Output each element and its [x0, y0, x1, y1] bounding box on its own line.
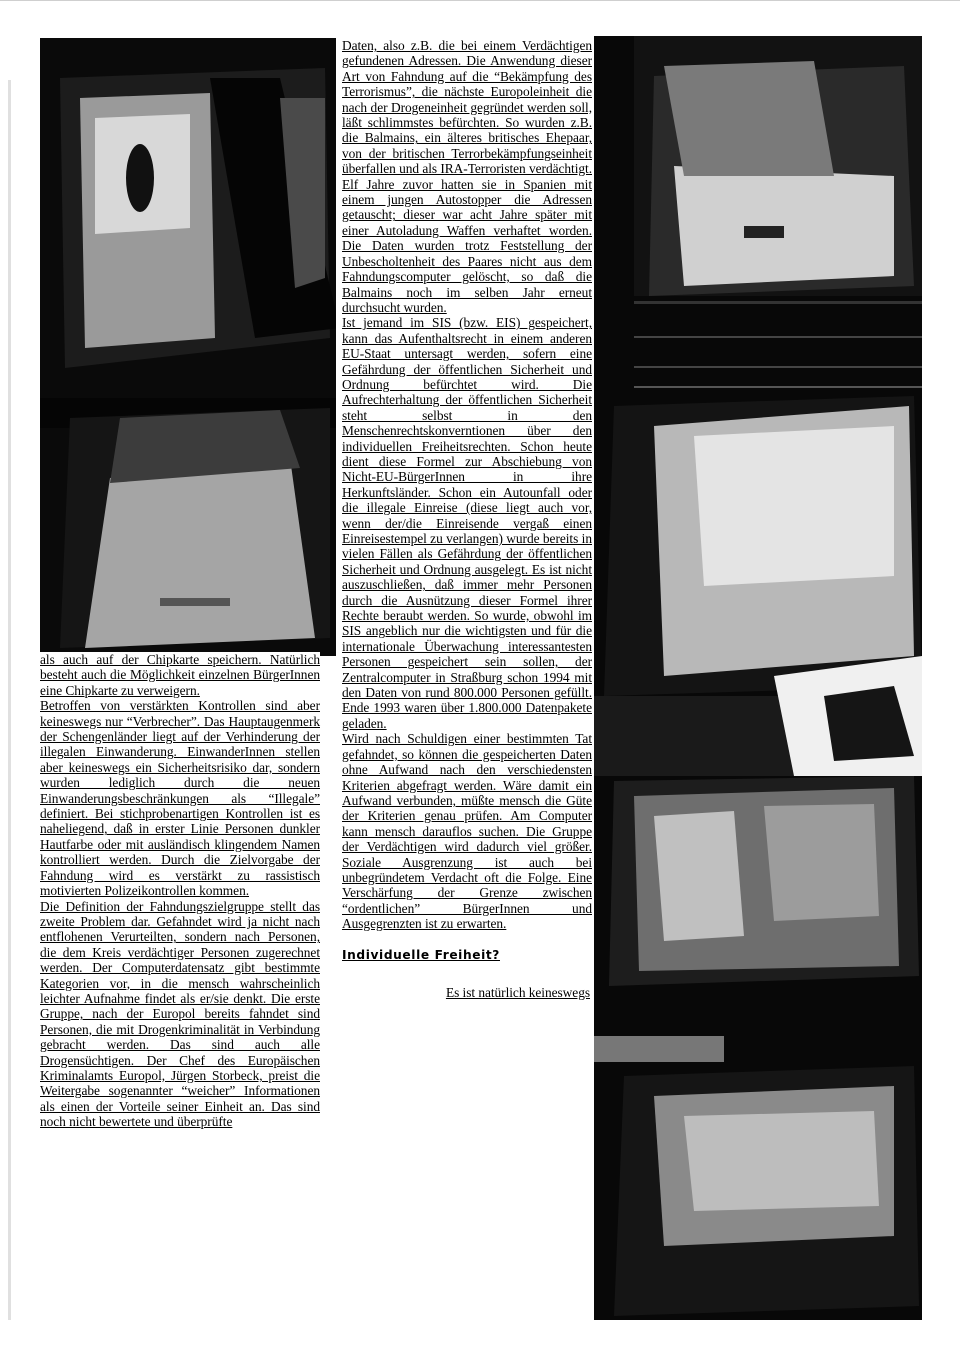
surveillance-photo-right [594, 36, 922, 1320]
continuation-line: Es ist natürlich keineswegs [445, 984, 590, 1000]
text-column-left [40, 652, 320, 1312]
paragraph: Betroffen von verstärkten Kontrollen sind aber keineswegs nur “Verbrecher”. Das Hauptaugenmerk der Schengenländer liegt auf der Verhinderung der illegalen Einwanderung. EinwanderInnen stellen aber keineswegs ein Sicherheitsrisiko dar, sondern wurden lediglich durch die neuen Einwanderungsbeschränkungen als “Illegale” definiert. Bei stichprobenartigen Kontrollen ist es naheliegend, daß in erster Linie Personen dunkler Hautfarbe oder mit ausländisch klingendem Namen kontrolliert werden. Durch die Zielvorgabe der Fahndung wird es verstärkt zu rassistisch motivierten Polizeikontrollen kommen. [40, 698, 320, 899]
surveillance-photo-left [40, 38, 336, 656]
left-margin-scan-mark [8, 80, 11, 1320]
top-edge-line [0, 0, 960, 1]
section-heading: Individuelle Freiheit? [342, 947, 500, 962]
paragraph: Ist jemand im SIS (bzw. EIS) gespeichert, kann das Aufenthaltsrecht in einem anderen EU-Staat untersagt werden, sofern eine Gefährdung der öffentlichen Sicherheit und Ordnung befürchtet wird. Die Aufrechterhaltung der öffentlichen Sicherheit steht selbst in den Menschenrechtskonverntionen über den individuellen Freiheitsrechten. Schon heute dient diese Formel zur Abschiebung von Nicht-EU-BürgerInnen in ihre Herkunftsländer. Schon ein Autounfall oder die illegale Einreise (diese liegt auch vor, wenn der/die Einreisende vergaß einen Einreisestempel zu verlangen) wurde bereits in vielen Fällen als Gefährdung der öffentlichen Sicherheit und Ordnung ausgelegt. Es ist nicht auszuschließen, daß immer mehr Personen durch die Ausnützung dieser Formel ihrer Rechte beraubt werden. So wurde, obwohl im SIS angeblich nur die wichtigsten und für die internationale Überwachung interessantesten Personen gespeichert sein sollen, der Zentralcomputer in Straßburg schon 1994 mit den Daten von rund 800.000 Personen gefüllt. Ende 1993 waren über 1.800.000 Datenpakete geladen. [342, 315, 592, 731]
photo-strip-left [40, 38, 336, 656]
photo-strip-right [594, 36, 922, 1320]
text-column-middle [342, 38, 592, 1320]
paragraph: Die Definition der Fahndungszielgruppe stellt das zweite Problem dar. Gefahndet wird ja nicht nach entflohenen Verurteilten, sondern nach Personen, die dem Kreis verdächtiger Personen zugerechnet werden. Der Computerdatensatz gibt bestimmte Kategorien vor, in die mensch wahrscheinlich leichter Aufnahme findet als er/sie denkt. Die erste Gruppe, nach der Europol bereits fahndet sind Personen, die mit Drogenkriminalität in Verbindung gebracht werden. Das sind auch alle Drogensüchtigen. Der Chef des Europäischen Kriminalamts Europol, Jürgen Storbeck, preist die Weitergabe sogenannter “weicher” Informationen als einen der Vorteile seiner Einheit an. Das sind noch nicht bewertete und überprüfte [40, 898, 320, 1130]
paragraph: als auch auf der Chipkarte speichern. Natürlich besteht auch die Möglichkeit einzelnen BürgerInnen eine Chipkarte zu verweigern. [40, 652, 320, 698]
paragraph: Wird nach Schuldigen einer bestimmten Tat gefahndet, so können die gespeicherten Daten ohne Aufwand nach den verschiedensten Kriterien abgefragt werden. Wäre damit ein Aufwand verbunden, müßte mensch die Güte der Kriterien genau prüfen. Am Computer kann mensch darauflos suchen. Die Gruppe der Verdächtigen wird dadurch viel größer. Soziale Ausgrenzung ist auch bei unbegründetem Verdacht oft die Folge. Eine Verschärfung der Grenze zwischen “ordentlichen” BürgerInnen und Ausgegrenzten ist zu erwarten. [342, 731, 592, 932]
paragraph: Daten, also z.B. die bei einem Verdächtigen gefundenen Adressen. Die Anwendung dieser Art von Fahndung auf die “Bekämpfung des Terrorismus”, die nächste Europoleinheit die nach der Drogeneinheit gegründet werden soll, läßt schlimmstes befürchten. So wurden z.B. die Balmains, ein älteres britisches Ehepaar, von der britischen Terrorbekämpfungseinheit überfallen und als IRA-Terroristen verdächtigt. Elf Jahre zuvor hatten sie in Spanien mit einem jungen Autostopper die Adressen getauscht; dieser war acht Jahre später mit einer Autoladung Waffen verhaftet worden. Die Daten wurden trotz Feststellung der Unbescholtenheit des Paares nicht aus dem Fahndungscomputer gelöscht, so daß die Balmains noch im selben Jahr erneut durchsucht wurden. [342, 38, 592, 315]
